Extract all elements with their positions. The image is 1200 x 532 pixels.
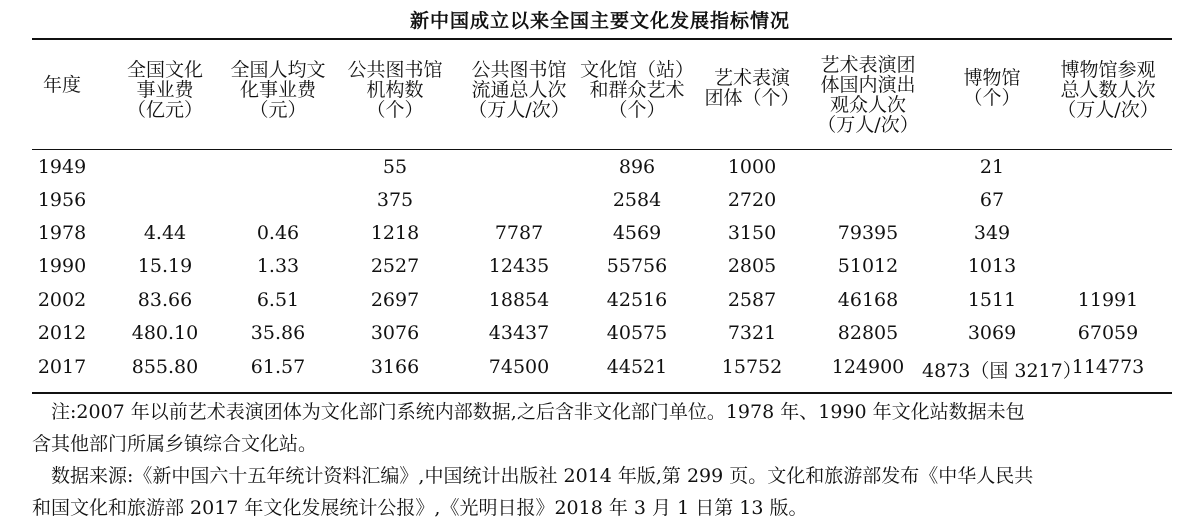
table-cell: 79395 (837, 222, 899, 244)
table-cell: 2002 (37, 289, 87, 311)
table-cell: 21 (979, 156, 1005, 178)
table-cell: 2720 (727, 189, 777, 211)
table-cell: 42516 (606, 289, 668, 311)
note-line-1: 注:2007 年以前艺术表演团体为文化部门系统内部数据,之后含非文化部门单位。1978 年、1990 年文化站数据未包 (51, 401, 1025, 423)
table-cell: 15.19 (137, 255, 193, 277)
source-line-2: 和国文化和旅游部 2017 年文化发展统计公报》,《光明日报》2018 年 3 月 1 日第 13 版。 (32, 497, 808, 519)
table-cell: 74500 (488, 356, 550, 378)
table-cell: 55 (382, 156, 408, 178)
column-header-line: 艺术表演团 (820, 54, 916, 76)
column-header-1 (100, 60, 230, 120)
table-cell: 114773 (1071, 356, 1145, 378)
table-cell: 7321 (727, 322, 777, 344)
table-cell: 61.57 (250, 356, 306, 378)
column-header-line: 化事业费 (239, 79, 316, 101)
table-cell: 83.66 (137, 289, 193, 311)
table-cell: 4873（国 3217） (922, 360, 1082, 382)
column-header-line: （个） (963, 87, 1021, 109)
table-cell: 44521 (606, 356, 668, 378)
table-cell: 7787 (494, 222, 544, 244)
column-header-line: （亿元） (126, 99, 203, 121)
column-header-line: 全国文化 (126, 59, 203, 81)
column-header-7 (803, 55, 933, 135)
column-header-line: 文化馆（站） (579, 59, 694, 81)
table-cell: 67 (979, 189, 1005, 211)
column-header-line: 年度 (42, 74, 81, 96)
table-cell: 375 (376, 189, 414, 211)
table-cell: 43437 (488, 322, 550, 344)
column-header-line: 事业费 (136, 79, 194, 101)
column-header-line: （元） (249, 99, 307, 121)
note-line-2: 含其他部门所属乡镇综合文化站。 (32, 433, 318, 455)
table-row (0, 322, 1200, 350)
table-cell: 1218 (370, 222, 420, 244)
column-header-2 (213, 60, 343, 120)
column-header-line: （万人/次） (1057, 99, 1159, 121)
column-header-4 (454, 60, 584, 120)
column-header-line: 公共图书馆 (471, 59, 567, 81)
table-cell: 1.33 (256, 255, 300, 277)
source-line-1: 数据来源:《新中国六十五年统计资料汇编》,中国统计出版社 2014 年版,第 299 页。文化和旅游部发布《中华人民共 (51, 465, 1034, 487)
table-cell: 18854 (488, 289, 550, 311)
table-cell: 124900 (831, 356, 905, 378)
table-row (0, 356, 1200, 384)
column-header-9 (1043, 60, 1173, 120)
table-cell: 15752 (721, 356, 783, 378)
table-cell: 4.44 (143, 222, 187, 244)
table-cell: 40575 (606, 322, 668, 344)
table-cell: 1956 (37, 189, 87, 211)
table-row (0, 189, 1200, 217)
header-rule (32, 149, 1172, 150)
table-cell: 2697 (370, 289, 420, 311)
table-cell: 0.46 (256, 222, 300, 244)
column-header-line: 流通总人次 (471, 79, 567, 101)
table-cell: 1013 (967, 255, 1017, 277)
column-header-line: 全国人均文 (230, 59, 326, 81)
table-cell: 2584 (612, 189, 662, 211)
table-cell: 2805 (727, 255, 777, 277)
table-row (0, 289, 1200, 317)
top-rule (32, 38, 1172, 40)
column-header-line: 博物馆参观 (1060, 59, 1156, 81)
column-header-line: 和群众艺术 (589, 79, 685, 101)
column-header-3 (330, 60, 460, 120)
table-cell: 1978 (37, 222, 87, 244)
table-title: 新中国成立以来全国主要文化发展指标情况 (409, 10, 790, 32)
table-cell: 12435 (488, 255, 550, 277)
bottom-rule (32, 392, 1172, 394)
table-cell: 4569 (612, 222, 662, 244)
table-cell: 82805 (837, 322, 899, 344)
table-cell: 855.80 (131, 356, 199, 378)
table-cell: 35.86 (250, 322, 306, 344)
table-cell: 1949 (37, 156, 87, 178)
table-cell: 1000 (727, 156, 777, 178)
table-row (0, 222, 1200, 250)
table-row (0, 156, 1200, 184)
column-header-line: 艺术表演 (713, 67, 790, 89)
column-header-line: （个） (366, 99, 424, 121)
column-header-line: 机构数 (366, 79, 424, 101)
table-cell: 11991 (1077, 289, 1139, 311)
column-header-8 (927, 68, 1057, 108)
table-row (0, 255, 1200, 283)
table-cell: 6.51 (256, 289, 300, 311)
table-cell: 67059 (1077, 322, 1139, 344)
table-cell: 3076 (370, 322, 420, 344)
table-cell: 1990 (37, 255, 87, 277)
column-header-line: （万人/次） (468, 99, 570, 121)
column-header-line: 总人数人次 (1060, 79, 1156, 101)
column-header-line: 公共图书馆 (347, 59, 443, 81)
table-cell: 3166 (370, 356, 420, 378)
table-cell: 51012 (837, 255, 899, 277)
data-source (32, 460, 1177, 524)
column-header-5 (572, 60, 702, 120)
table-cell: 2012 (37, 322, 87, 344)
table-cell: 3150 (727, 222, 777, 244)
table-cell: 896 (618, 156, 656, 178)
table-cell: 2017 (37, 356, 87, 378)
table-cell: 2587 (727, 289, 777, 311)
column-header-line: （万人/次） (817, 114, 919, 136)
column-header-line: 体国内演出 (820, 74, 916, 96)
table-cell: 3069 (967, 322, 1017, 344)
column-header-line: 博物馆 (963, 67, 1021, 89)
table-cell: 349 (973, 222, 1011, 244)
table-cell: 46168 (837, 289, 899, 311)
note (32, 396, 1177, 460)
table-cell: 55756 (606, 255, 668, 277)
table-cell: 2527 (370, 255, 420, 277)
column-header-line: （个） (608, 99, 666, 121)
table-cell: 1511 (967, 289, 1017, 311)
column-header-line: 观众人次 (829, 94, 906, 116)
table-cell: 480.10 (131, 322, 199, 344)
column-header-line: 团体（个） (704, 87, 800, 109)
column-header-6 (687, 68, 817, 108)
